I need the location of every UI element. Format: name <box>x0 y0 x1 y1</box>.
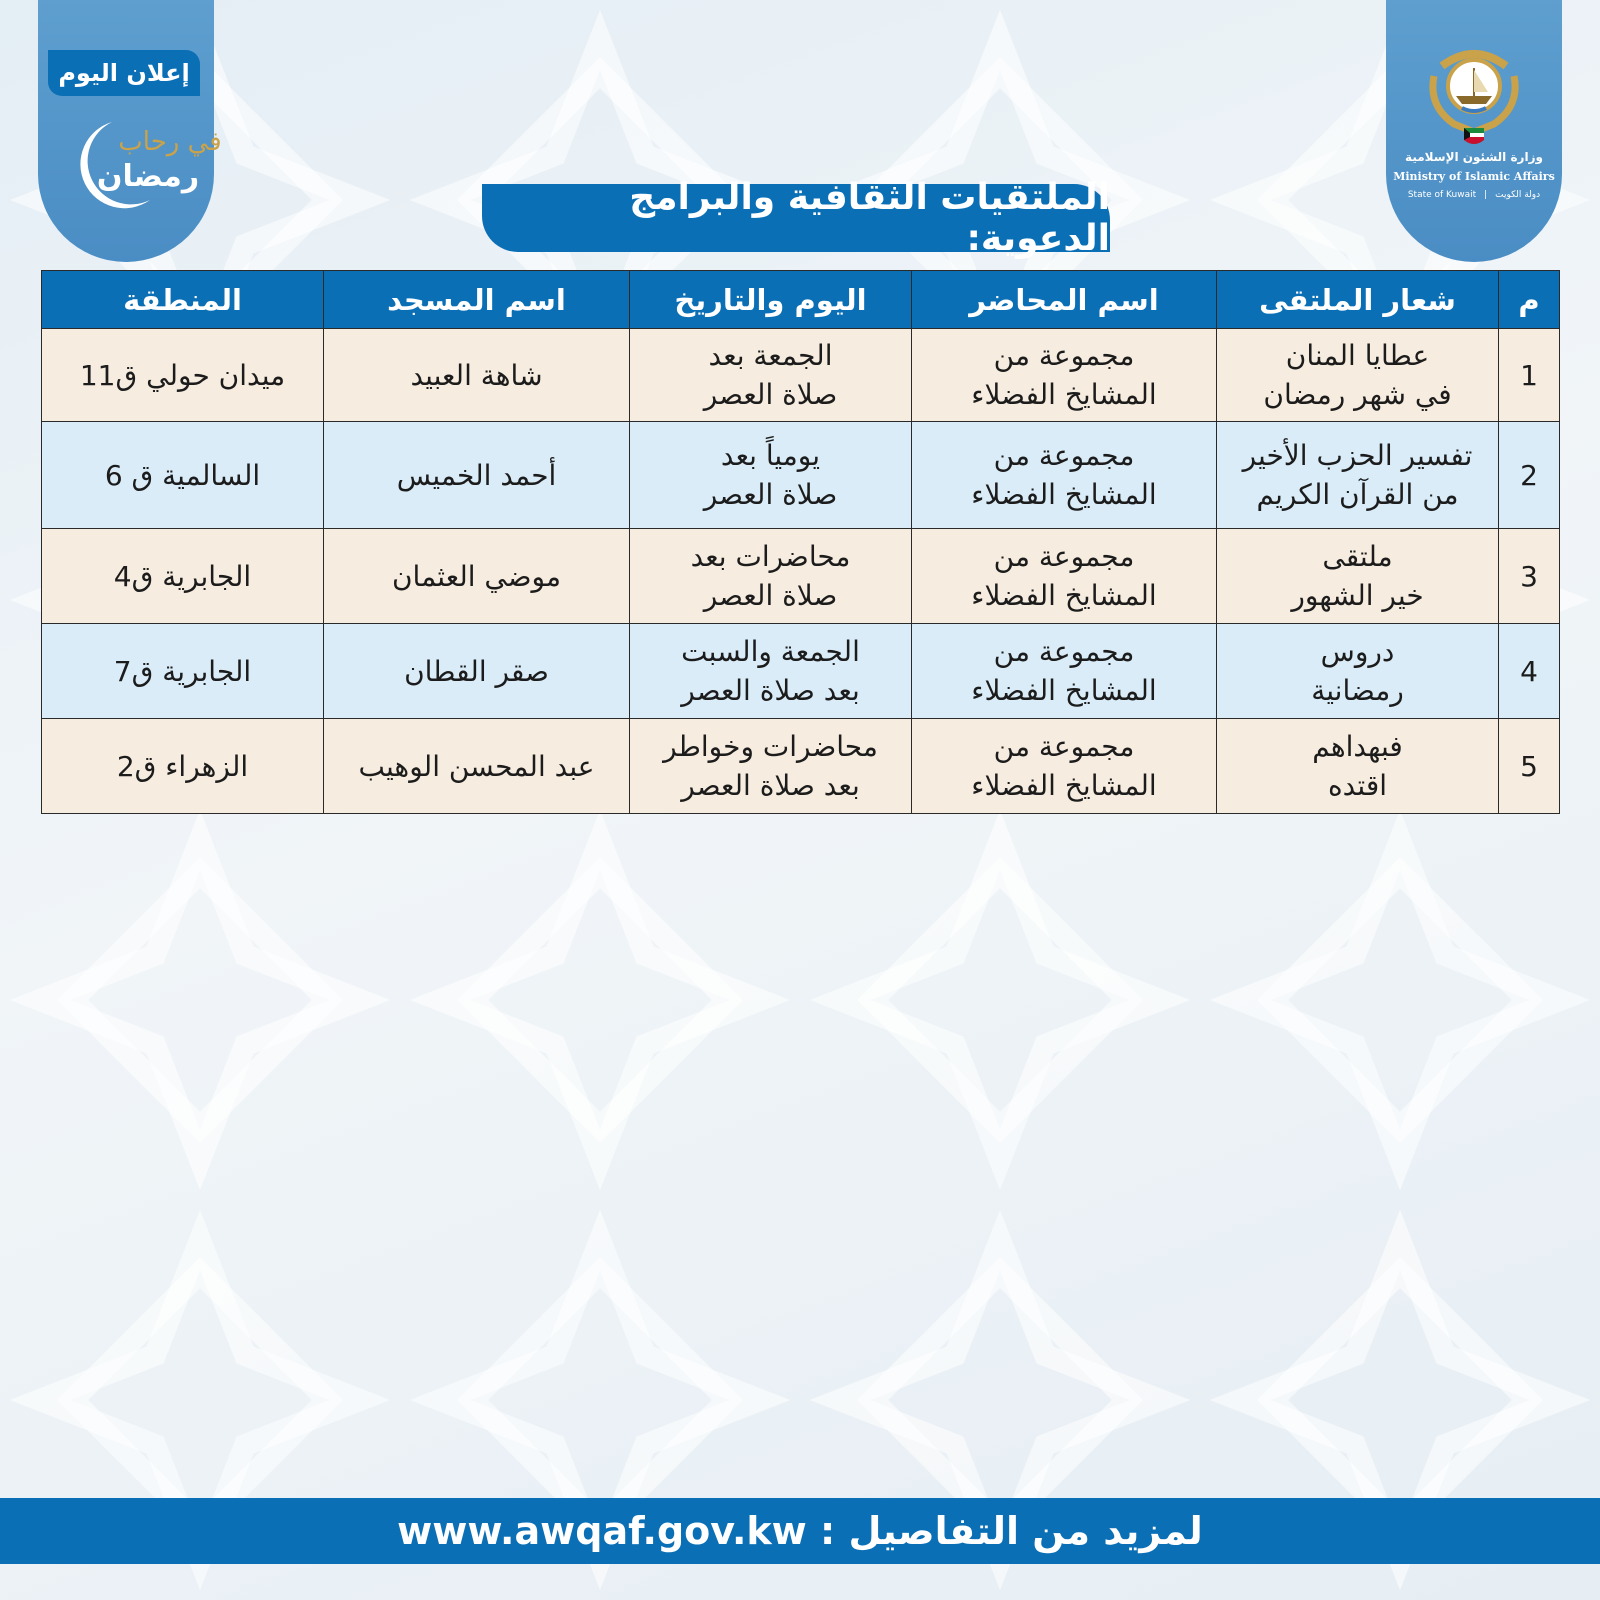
header-lecturer: اسم المحاضر <box>912 271 1217 329</box>
cell-slogan: فبهداهم اقتده <box>1217 719 1499 814</box>
footer-bar <box>0 1498 1600 1564</box>
cell-num: 1 <box>1499 329 1560 422</box>
state-line <box>1386 190 1562 200</box>
cell-day: يومياً بعد صلاة العصر <box>630 422 912 529</box>
cell-day: محاضرات وخواطر بعد صلاة العصر <box>630 719 912 814</box>
cell-day: الجمعة بعد صلاة العصر <box>630 329 912 422</box>
footer-label: لمزيد من التفاصيل : <box>820 1509 1203 1553</box>
cell-lecturer: مجموعة من المشايخ الفضلاء <box>912 719 1217 814</box>
cell-area: السالمية ق 6 <box>42 422 324 529</box>
state-separator: | <box>1484 190 1488 200</box>
table-row <box>42 529 1560 624</box>
cell-mosque: صقر القطان <box>324 624 630 719</box>
header-day: اليوم والتاريخ <box>630 271 912 329</box>
header-slogan: شعار الملتقى <box>1217 271 1499 329</box>
table-row <box>42 624 1560 719</box>
header-mosque: اسم المسجد <box>324 271 630 329</box>
footer-url-link[interactable]: www.awqaf.gov.kw <box>397 1509 807 1553</box>
cell-num: 3 <box>1499 529 1560 624</box>
cell-num: 2 <box>1499 422 1560 529</box>
cell-slogan: تفسير الحزب الأخير من القرآن الكريم <box>1217 422 1499 529</box>
cell-day: الجمعة والسبت بعد صلاة العصر <box>630 624 912 719</box>
page-title: الملتقيات الثقافية والبرامج الدعوية: <box>482 184 1110 252</box>
cell-num: 4 <box>1499 624 1560 719</box>
table-row <box>42 329 1560 422</box>
cell-lecturer: مجموعة من المشايخ الفضلاء <box>912 529 1217 624</box>
cell-slogan: ملتقى خير الشهور <box>1217 529 1499 624</box>
ministry-name-en: Ministry of Islamic Affairs <box>1393 170 1555 183</box>
cell-mosque: شاهة العبيد <box>324 329 630 422</box>
cell-mosque: أحمد الخميس <box>324 422 630 529</box>
cell-lecturer: مجموعة من المشايخ الفضلاء <box>912 329 1217 422</box>
cell-mosque: موضي العثمان <box>324 529 630 624</box>
announce-badge: إعلان اليوم <box>48 50 200 96</box>
ramadan-logo <box>50 104 222 216</box>
cell-area: ميدان حولي ق11 <box>42 329 324 422</box>
table-row <box>42 719 1560 814</box>
header-area: المنطقة <box>42 271 324 329</box>
svg-text:في رحاب: في رحاب <box>118 127 222 157</box>
cell-slogan: دروس رمضانية <box>1217 624 1499 719</box>
table-header-row <box>42 271 1560 329</box>
cell-area: الجابرية ق7 <box>42 624 324 719</box>
svg-text:رمضان: رمضان <box>96 159 200 194</box>
cell-area: الجابرية ق4 <box>42 529 324 624</box>
cell-num: 5 <box>1499 719 1560 814</box>
cell-slogan: عطايا المنان في شهر رمضان <box>1217 329 1499 422</box>
cell-lecturer: مجموعة من المشايخ الفضلاء <box>912 624 1217 719</box>
kuwait-emblem <box>1424 36 1524 150</box>
cell-area: الزهراء ق2 <box>42 719 324 814</box>
state-ar: دولة الكويت <box>1495 190 1541 200</box>
cell-mosque: عبد المحسن الوهيب <box>324 719 630 814</box>
state-en: State of Kuwait <box>1407 190 1477 200</box>
cell-day: محاضرات بعد صلاة العصر <box>630 529 912 624</box>
events-table <box>41 270 1560 814</box>
table-row <box>42 422 1560 529</box>
ministry-name-ar: وزارة الشئون الإسلامية <box>1405 150 1543 164</box>
header-num: م <box>1499 271 1560 329</box>
cell-lecturer: مجموعة من المشايخ الفضلاء <box>912 422 1217 529</box>
footer-content <box>397 1509 1203 1553</box>
